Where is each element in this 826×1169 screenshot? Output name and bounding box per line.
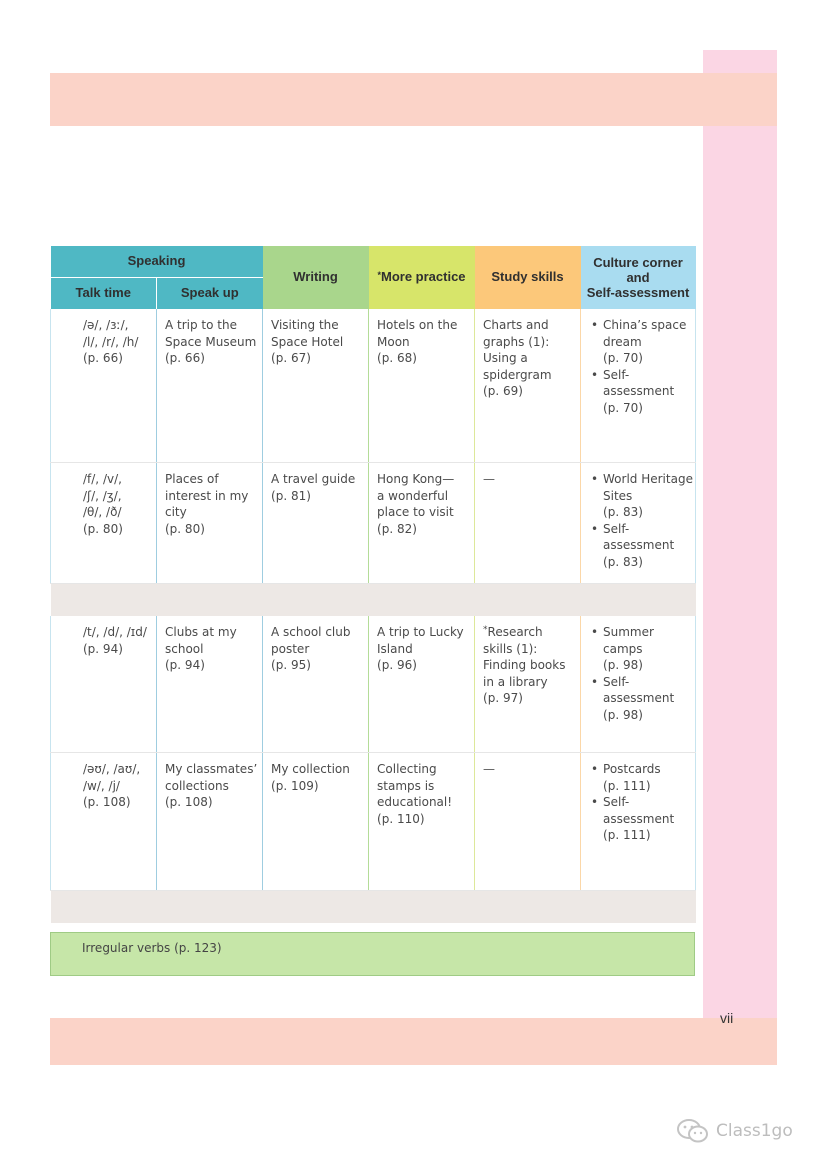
list-item bbox=[591, 674, 695, 724]
cell-line: Self-assessment bbox=[603, 674, 675, 705]
cell-line: (p. 82) bbox=[377, 521, 417, 536]
cell-line: Self-assessment bbox=[603, 367, 675, 398]
cell-line: Self-assessment bbox=[603, 521, 675, 552]
writing-cell bbox=[263, 753, 369, 891]
cell-line: (p. 83) bbox=[603, 505, 643, 519]
header-culture-corner bbox=[581, 246, 696, 309]
writing-cell bbox=[263, 309, 369, 463]
cell-line: stamps is bbox=[377, 778, 435, 793]
cell-line: (p. 97) bbox=[483, 691, 523, 705]
list-item bbox=[591, 794, 695, 844]
cell-line: spidergram bbox=[483, 367, 552, 382]
cell-line: /θ/, /ð/ bbox=[83, 505, 122, 519]
cell-line: (p. 68) bbox=[377, 351, 417, 365]
culture-cell bbox=[581, 616, 696, 753]
speak-up-cell bbox=[157, 753, 263, 891]
cell-line: Island bbox=[377, 641, 413, 656]
cell-line: China’s space bbox=[603, 318, 687, 332]
more-practice-label: More practice bbox=[381, 269, 466, 285]
cell-line: Hong Kong— bbox=[377, 472, 455, 486]
separator-row bbox=[51, 891, 696, 924]
separator-cell bbox=[51, 584, 696, 617]
cell-line: skills (1): bbox=[483, 641, 538, 656]
cell-line: My collection bbox=[271, 762, 350, 776]
speak-up-cell bbox=[157, 463, 263, 584]
cell-line: place to visit bbox=[377, 505, 454, 519]
talk-time-cell bbox=[51, 616, 157, 753]
wechat-icon bbox=[676, 1118, 710, 1144]
cell-line: educational! bbox=[377, 795, 453, 809]
talk-time-cell bbox=[51, 309, 157, 463]
cell-line: (p. 66) bbox=[165, 351, 205, 365]
list-item bbox=[591, 761, 695, 794]
cell-line: A travel guide bbox=[271, 472, 356, 486]
cell-line: (p. 108) bbox=[165, 795, 213, 809]
more-practice-asterisk: * bbox=[377, 270, 381, 281]
cell-line: /w/, /j/ bbox=[83, 778, 120, 793]
cell-line: (p. 67) bbox=[271, 351, 311, 365]
cell-line: poster bbox=[271, 641, 310, 656]
cell-line: (p. 94) bbox=[165, 658, 205, 672]
cell-line: Self-assessment bbox=[603, 795, 675, 826]
cell-line bbox=[483, 624, 580, 641]
header-writing: Writing bbox=[263, 246, 369, 309]
list-item bbox=[591, 471, 695, 521]
cell-line: A school club bbox=[271, 625, 351, 639]
research-label: Research bbox=[487, 625, 543, 639]
bullet-icon: • bbox=[591, 795, 599, 809]
culture-cell bbox=[581, 463, 696, 584]
list-item bbox=[591, 317, 695, 367]
contents-table bbox=[50, 246, 696, 923]
cell-line: school bbox=[165, 641, 204, 656]
cell-line: A trip to the bbox=[165, 318, 237, 332]
more-practice-cell bbox=[369, 463, 475, 584]
list-item bbox=[591, 624, 695, 674]
cell-line: Summer camps bbox=[603, 625, 654, 656]
cell-line: (p. 111) bbox=[603, 778, 651, 793]
separator-cell bbox=[51, 891, 696, 924]
cell-line: a wonderful bbox=[377, 488, 449, 503]
cell-line: collections bbox=[165, 778, 229, 793]
list-item bbox=[591, 521, 695, 571]
header-more-practice bbox=[369, 246, 475, 309]
cell-line: (p. 70) bbox=[603, 351, 643, 365]
culture-cell bbox=[581, 753, 696, 891]
culture-header-line2: and bbox=[626, 270, 650, 285]
cell-line: Finding books bbox=[483, 658, 566, 672]
bottom-salmon-band bbox=[50, 1018, 777, 1065]
speak-up-cell bbox=[157, 309, 263, 463]
empty-dash: — bbox=[483, 472, 496, 486]
cell-line: interest in my bbox=[165, 488, 249, 503]
cell-line: /ə/, /ɜː/, bbox=[83, 318, 129, 332]
cell-line: (p. 80) bbox=[83, 521, 123, 536]
table-row bbox=[51, 309, 696, 463]
cell-line: Moon bbox=[377, 334, 410, 349]
cell-line: in a library bbox=[483, 674, 548, 689]
more-practice-cell bbox=[369, 616, 475, 753]
study-skills-cell bbox=[475, 309, 581, 463]
bullet-icon: • bbox=[591, 367, 599, 382]
cell-line: Charts and bbox=[483, 318, 549, 332]
cell-line: (p. 98) bbox=[603, 707, 643, 722]
irregular-verbs-row: Irregular verbs (p. 123) bbox=[50, 932, 695, 976]
header-study-skills: Study skills bbox=[475, 246, 581, 309]
top-salmon-band bbox=[50, 73, 777, 126]
cell-line: Space Museum bbox=[165, 334, 257, 349]
table-row bbox=[51, 753, 696, 891]
writing-cell bbox=[263, 616, 369, 753]
bullet-icon: • bbox=[591, 625, 599, 639]
cell-line: graphs (1): bbox=[483, 334, 550, 349]
header-talk-time: Talk time bbox=[51, 278, 157, 310]
study-skills-cell bbox=[475, 463, 581, 584]
writing-cell bbox=[263, 463, 369, 584]
header-speaking: Speaking bbox=[51, 246, 263, 278]
cell-line: /ʃ/, /ʒ/, bbox=[83, 488, 122, 503]
cell-line: (p. 95) bbox=[271, 658, 311, 672]
list-item bbox=[591, 367, 695, 417]
cell-line: Visiting the bbox=[271, 318, 339, 332]
talk-time-cell bbox=[51, 753, 157, 891]
talk-time-cell bbox=[51, 463, 157, 584]
bullet-icon: • bbox=[591, 521, 599, 536]
cell-line: (p. 109) bbox=[271, 778, 319, 793]
cell-line: Clubs at my bbox=[165, 625, 237, 639]
speak-up-cell bbox=[157, 616, 263, 753]
cell-line: (p. 69) bbox=[483, 384, 523, 398]
cell-line: Sites bbox=[603, 488, 633, 503]
cell-line: Hotels on the bbox=[377, 318, 458, 332]
cell-line: (p. 83) bbox=[603, 554, 643, 569]
more-practice-cell bbox=[369, 309, 475, 463]
study-skills-cell bbox=[475, 616, 581, 753]
cell-line: Postcards bbox=[603, 762, 661, 776]
cell-line: (p. 96) bbox=[377, 658, 417, 672]
cell-line: /t/, /d/, /ɪd/ bbox=[83, 625, 147, 639]
cell-line: (p. 111) bbox=[603, 828, 651, 842]
cell-line: /f/, /v/, bbox=[83, 472, 122, 486]
cell-line: Using a bbox=[483, 351, 528, 365]
table-row bbox=[51, 463, 696, 584]
cell-line: (p. 108) bbox=[83, 795, 131, 809]
bullet-icon: • bbox=[591, 762, 599, 776]
cell-line: (p. 80) bbox=[165, 521, 205, 536]
cell-line: Collecting bbox=[377, 762, 437, 776]
cell-line: (p. 81) bbox=[271, 488, 311, 503]
culture-header-line1: Culture corner bbox=[593, 255, 683, 270]
header-speak-up: Speak up bbox=[157, 278, 263, 310]
bullet-icon: • bbox=[591, 674, 599, 689]
cell-line: dream bbox=[603, 334, 642, 349]
cell-line: /əʊ/, /aʊ/, bbox=[83, 762, 141, 776]
table-row bbox=[51, 616, 696, 753]
bullet-icon: • bbox=[591, 472, 599, 486]
empty-dash: — bbox=[483, 762, 496, 776]
cell-line: World Heritage bbox=[603, 472, 693, 486]
cell-line: (p. 66) bbox=[83, 351, 123, 365]
cell-line: (p. 110) bbox=[377, 811, 425, 826]
page-number: vii bbox=[720, 1010, 734, 1026]
watermark-text: Class1go bbox=[716, 1121, 793, 1141]
pink-side-stripe bbox=[703, 50, 777, 1065]
bullet-icon: • bbox=[591, 318, 599, 332]
watermark bbox=[676, 1118, 793, 1144]
study-skills-cell bbox=[475, 753, 581, 891]
cell-line: A trip to Lucky bbox=[377, 625, 464, 639]
cell-line: (p. 98) bbox=[603, 658, 643, 672]
more-practice-cell bbox=[369, 753, 475, 891]
cell-line: Space Hotel bbox=[271, 334, 344, 349]
research-asterisk: * bbox=[483, 625, 488, 635]
cell-line: (p. 70) bbox=[603, 400, 643, 415]
cell-line: city bbox=[165, 505, 187, 519]
culture-header-line3: Self-assessment bbox=[586, 285, 690, 300]
cell-line: My classmates’ bbox=[165, 762, 258, 776]
cell-line: /l/, /r/, /h/ bbox=[83, 334, 139, 349]
culture-cell bbox=[581, 309, 696, 463]
separator-row bbox=[51, 584, 696, 617]
cell-line: Places of bbox=[165, 472, 219, 486]
cell-line: (p. 94) bbox=[83, 641, 123, 656]
